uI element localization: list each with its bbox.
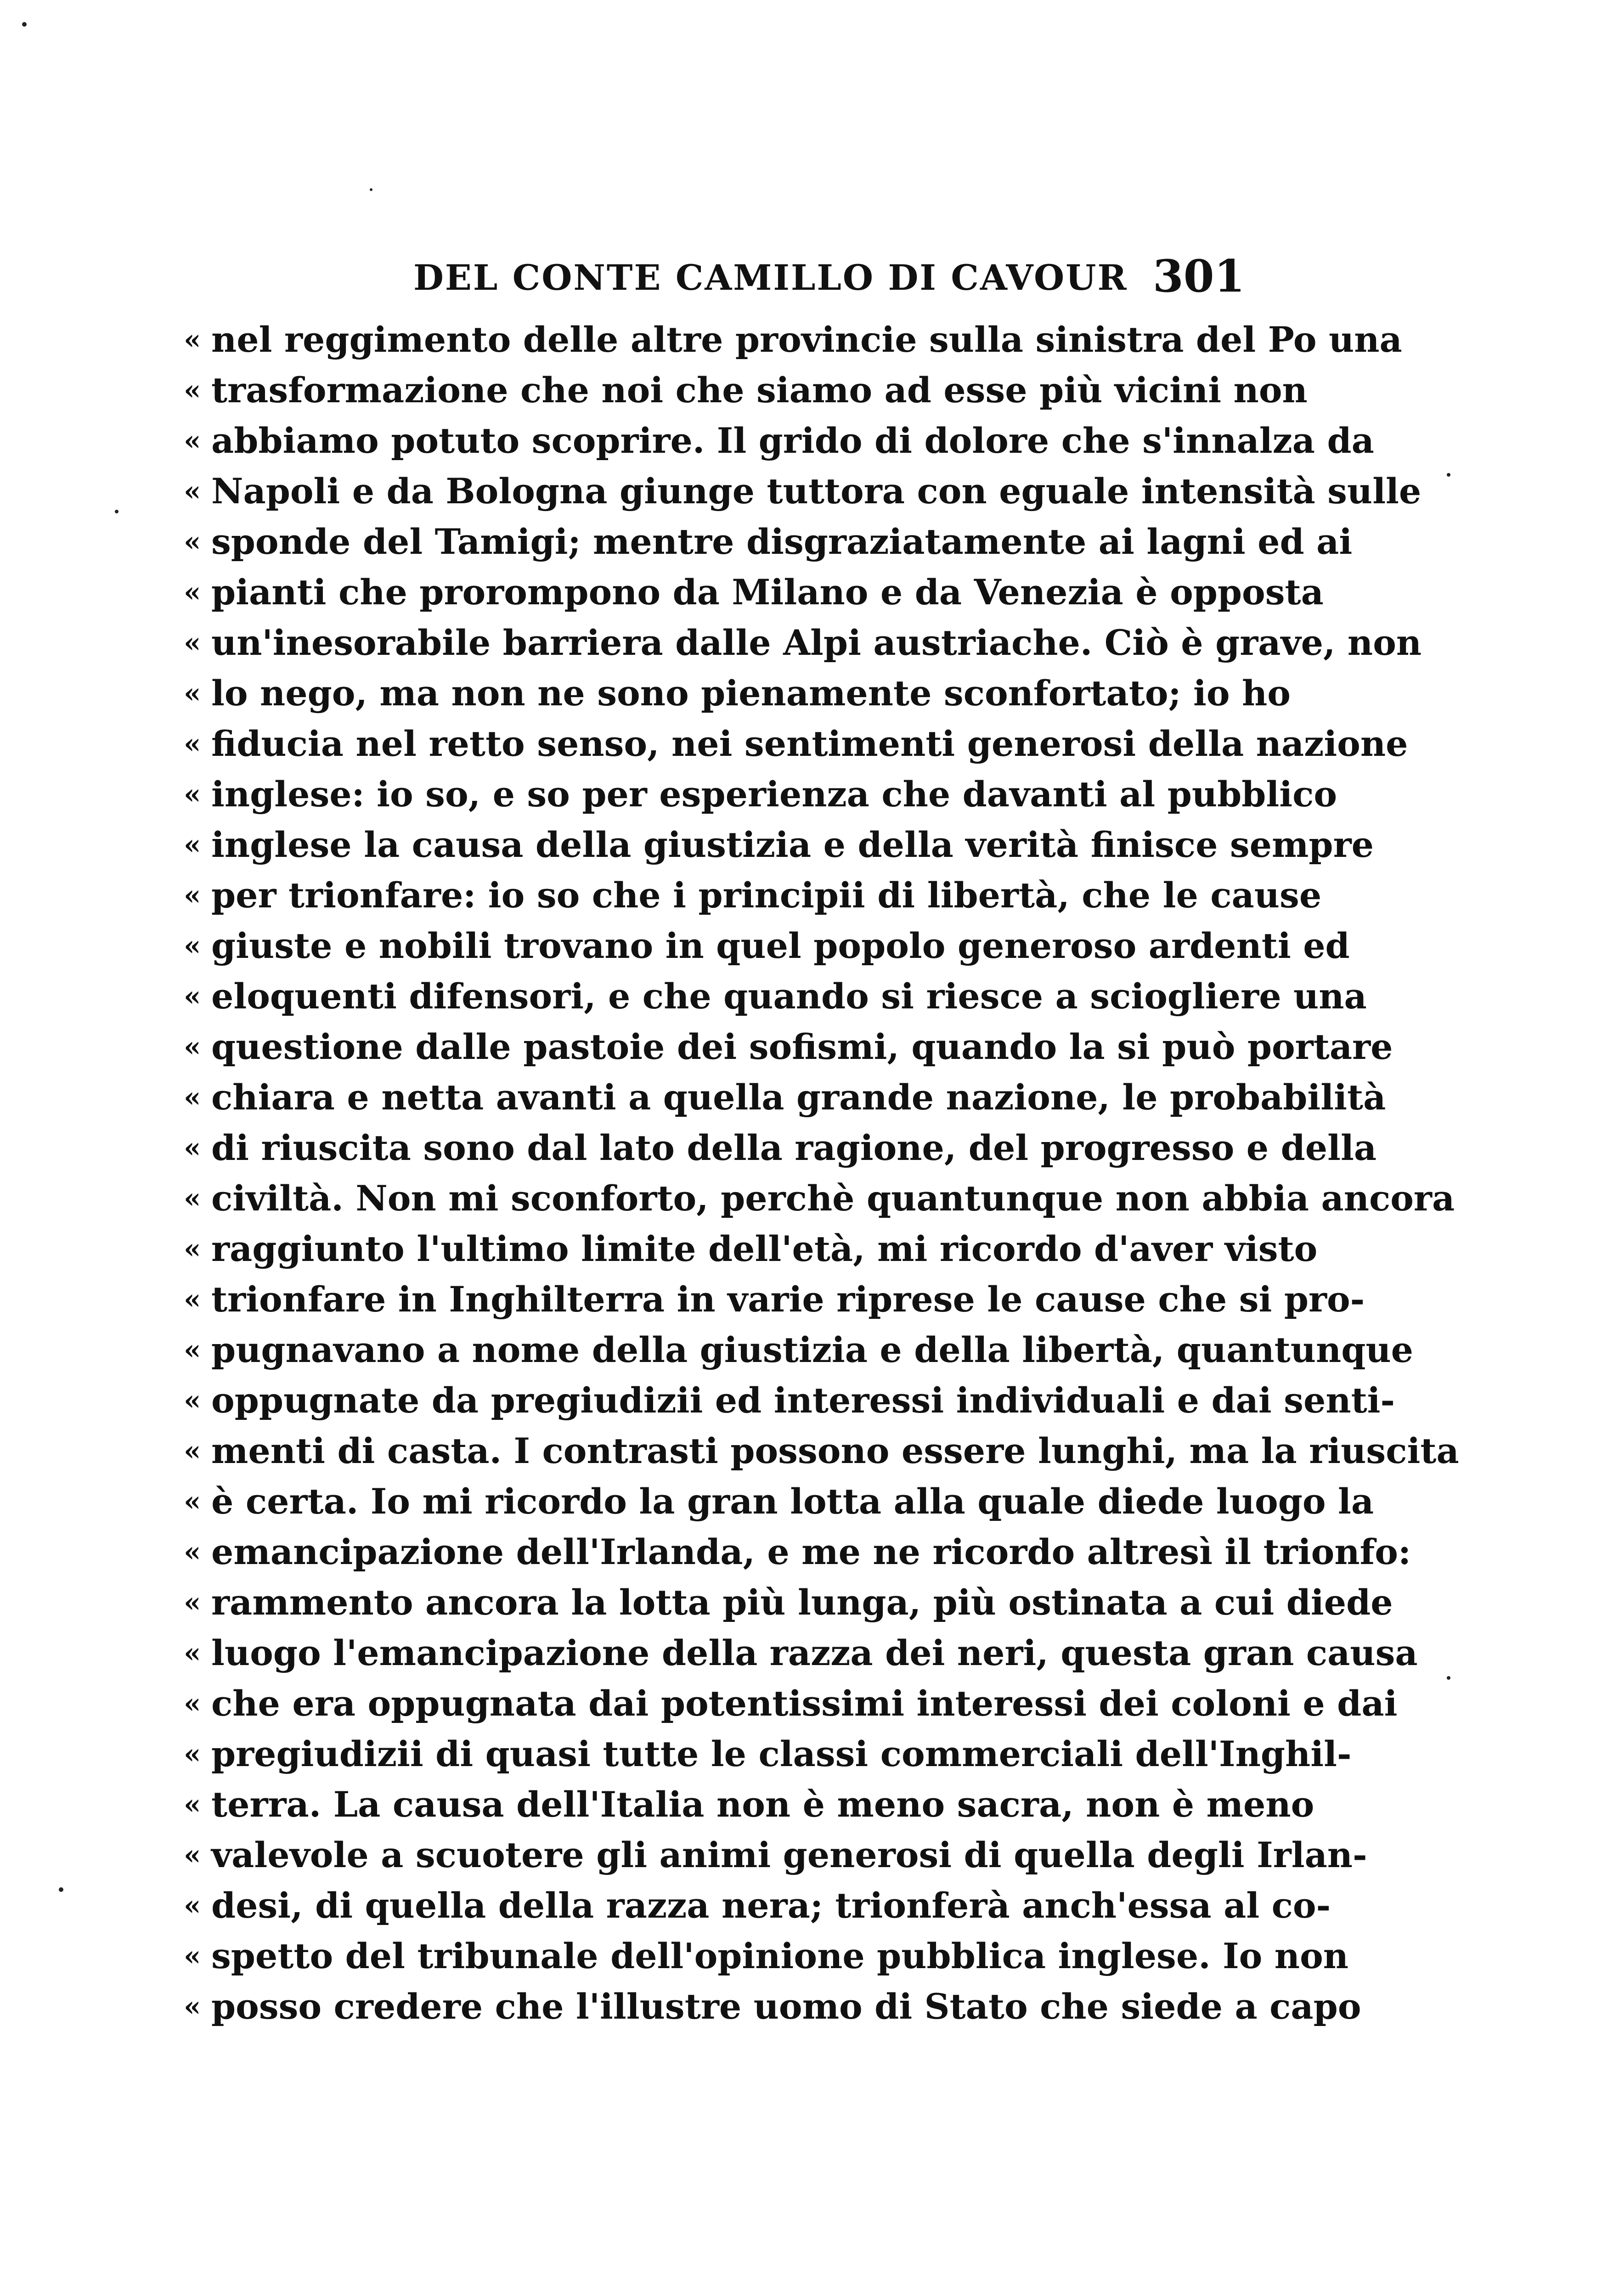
line-text: valevole a scuotere gli animi generosi di quella degli Irlan- bbox=[211, 1835, 1367, 1875]
scan-speck bbox=[59, 1887, 63, 1892]
quote-mark: « bbox=[184, 879, 201, 912]
line-text: emancipazione dell'Irlanda, e me ne ricordo altresì il trionfo: bbox=[211, 1531, 1411, 1572]
scan-speck bbox=[1447, 1676, 1450, 1680]
quote-mark: « bbox=[184, 829, 201, 861]
quote-mark: « bbox=[184, 1233, 201, 1265]
text-line bbox=[184, 820, 1374, 870]
text-line bbox=[184, 1729, 1352, 1779]
line-text: è certa. Io mi ricordo la gran lotta alla quale diede luogo la bbox=[211, 1481, 1374, 1522]
text-line bbox=[184, 1375, 1395, 1426]
text-line bbox=[184, 618, 1422, 668]
quote-mark: « bbox=[184, 1991, 201, 2023]
line-text: rammento ancora la lotta più lunga, più ostinata a cui diede bbox=[211, 1582, 1393, 1623]
quote-mark: « bbox=[184, 1688, 201, 1720]
text-line bbox=[184, 1426, 1459, 1476]
line-text: posso credere che l'illustre uomo di Stato che siede a capo bbox=[211, 1986, 1361, 2027]
quote-mark: « bbox=[184, 1081, 201, 1114]
quote-mark: « bbox=[184, 1890, 201, 1922]
line-text: fiducia nel retto senso, nei sentimenti generosi della nazione bbox=[211, 723, 1408, 764]
text-line bbox=[184, 1880, 1331, 1931]
scan-speck bbox=[1447, 473, 1450, 477]
line-text: Napoli e da Bologna giunge tuttora con eguale intensità sulle bbox=[211, 471, 1421, 512]
quote-mark: « bbox=[184, 1839, 201, 1871]
line-text: lo nego, ma non ne sono pienamente sconfortato; io ho bbox=[211, 673, 1291, 714]
line-text: di riuscita sono dal lato della ragione, del progresso e della bbox=[211, 1127, 1377, 1168]
quoted-text-block bbox=[184, 315, 1459, 2032]
line-text: per trionfare: io so che i principii di libertà, che le cause bbox=[211, 875, 1322, 916]
text-line bbox=[184, 1274, 1365, 1325]
text-line bbox=[184, 1123, 1377, 1173]
running-title: DEL CONTE CAMILLO DI CAVOUR bbox=[413, 257, 1128, 298]
text-line bbox=[184, 1779, 1314, 1830]
quote-mark: « bbox=[184, 1182, 201, 1215]
quote-mark: « bbox=[184, 980, 201, 1013]
quote-mark: « bbox=[184, 374, 201, 406]
text-line bbox=[184, 870, 1322, 921]
text-line bbox=[184, 1678, 1398, 1729]
text-line bbox=[184, 719, 1408, 769]
text-line bbox=[184, 416, 1374, 466]
line-text: nel reggimento delle altre provincie sulla sinistra del Po una bbox=[211, 319, 1402, 360]
text-line bbox=[184, 1628, 1418, 1678]
line-text: desi, di quella della razza nera; trionferà anch'essa al co- bbox=[211, 1885, 1331, 1926]
text-line bbox=[184, 1527, 1411, 1577]
line-text: pugnavano a nome della giustizia e della libertà, quantunque bbox=[211, 1329, 1413, 1370]
line-text: eloquenti difensori, e che quando si riesce a sciogliere una bbox=[211, 976, 1367, 1017]
line-text: un'inesorabile barriera dalle Alpi austriache. Ciò è grave, non bbox=[211, 622, 1422, 663]
quote-mark: « bbox=[184, 930, 201, 962]
text-line bbox=[184, 517, 1353, 567]
text-line bbox=[184, 921, 1350, 971]
line-text: spetto del tribunale dell'opinione pubblica inglese. Io non bbox=[211, 1936, 1349, 1976]
line-text: giuste e nobili trovano in quel popolo generoso ardenti ed bbox=[211, 925, 1350, 966]
line-text: che era oppugnata dai potentissimi interessi dei coloni e dai bbox=[211, 1683, 1398, 1724]
quote-mark: « bbox=[184, 1637, 201, 1669]
quote-mark: « bbox=[184, 1789, 201, 1821]
quote-mark: « bbox=[184, 1536, 201, 1568]
text-line bbox=[184, 1931, 1349, 1981]
quote-mark: « bbox=[184, 1940, 201, 1972]
line-text: inglese: io so, e so per esperienza che davanti al pubblico bbox=[211, 774, 1337, 815]
line-text: pianti che prorompono da Milano e da Venezia è opposta bbox=[211, 572, 1324, 613]
quote-mark: « bbox=[184, 677, 201, 709]
quote-mark: « bbox=[184, 526, 201, 558]
text-line bbox=[184, 1476, 1374, 1527]
scan-speck bbox=[22, 22, 27, 27]
line-text: questione dalle pastoie dei sofismi, quando la si può portare bbox=[211, 1026, 1393, 1067]
quote-mark: « bbox=[184, 778, 201, 810]
text-line bbox=[184, 1577, 1393, 1628]
line-text: trionfare in Inghilterra in varie riprese le cause che si pro- bbox=[211, 1279, 1365, 1320]
text-line bbox=[184, 1224, 1318, 1274]
quote-mark: « bbox=[184, 1384, 201, 1417]
text-line bbox=[184, 315, 1402, 365]
text-line bbox=[184, 1072, 1386, 1123]
text-line bbox=[184, 971, 1367, 1022]
quote-mark: « bbox=[184, 1031, 201, 1063]
text-line bbox=[184, 365, 1308, 416]
line-text: inglese la causa della giustizia e della verità finisce sempre bbox=[211, 824, 1374, 865]
quote-mark: « bbox=[184, 1486, 201, 1518]
quote-mark: « bbox=[184, 1334, 201, 1366]
text-line bbox=[184, 1981, 1361, 2032]
line-text: trasformazione che noi che siamo ad esse più vicini non bbox=[211, 370, 1308, 411]
line-text: pregiudizii di quasi tutte le classi commerciali dell'Inghil- bbox=[211, 1733, 1352, 1774]
scan-speck bbox=[115, 510, 118, 513]
line-text: chiara e netta avanti a quella grande nazione, le probabilità bbox=[211, 1077, 1386, 1118]
quote-mark: « bbox=[184, 1283, 201, 1316]
page-number: 301 bbox=[1153, 250, 1245, 302]
quote-mark: « bbox=[184, 1435, 201, 1467]
line-text: oppugnate da pregiudizii ed interessi individuali e dai senti- bbox=[211, 1380, 1395, 1421]
scan-speck bbox=[370, 188, 372, 191]
quote-mark: « bbox=[184, 576, 201, 608]
text-line bbox=[184, 1830, 1367, 1880]
line-text: luogo l'emancipazione della razza dei neri, questa gran causa bbox=[211, 1632, 1418, 1673]
text-line bbox=[184, 567, 1324, 618]
quote-mark: « bbox=[184, 627, 201, 659]
quote-mark: « bbox=[184, 1738, 201, 1770]
line-text: menti di casta. I contrasti possono essere lunghi, ma la riuscita bbox=[211, 1430, 1459, 1471]
quote-mark: « bbox=[184, 1587, 201, 1619]
line-text: sponde del Tamigi; mentre disgraziatamente ai lagni ed ai bbox=[211, 521, 1353, 562]
line-text: raggiunto l'ultimo limite dell'età, mi ricordo d'aver visto bbox=[211, 1228, 1318, 1269]
line-text: abbiamo potuto scoprire. Il grido di dolore che s'innalza da bbox=[211, 420, 1374, 461]
quote-mark: « bbox=[184, 324, 201, 356]
quote-mark: « bbox=[184, 1132, 201, 1164]
text-line bbox=[184, 466, 1421, 517]
text-line bbox=[184, 769, 1337, 820]
text-line bbox=[184, 1022, 1393, 1072]
quote-mark: « bbox=[184, 425, 201, 457]
quote-mark: « bbox=[184, 475, 201, 507]
text-line bbox=[184, 1173, 1455, 1224]
text-line bbox=[184, 1325, 1413, 1375]
quote-mark: « bbox=[184, 728, 201, 760]
text-line bbox=[184, 668, 1291, 719]
line-text: civiltà. Non mi sconforto, perchè quantunque non abbia ancora bbox=[211, 1178, 1455, 1219]
line-text: terra. La causa dell'Italia non è meno sacra, non è meno bbox=[211, 1784, 1314, 1825]
